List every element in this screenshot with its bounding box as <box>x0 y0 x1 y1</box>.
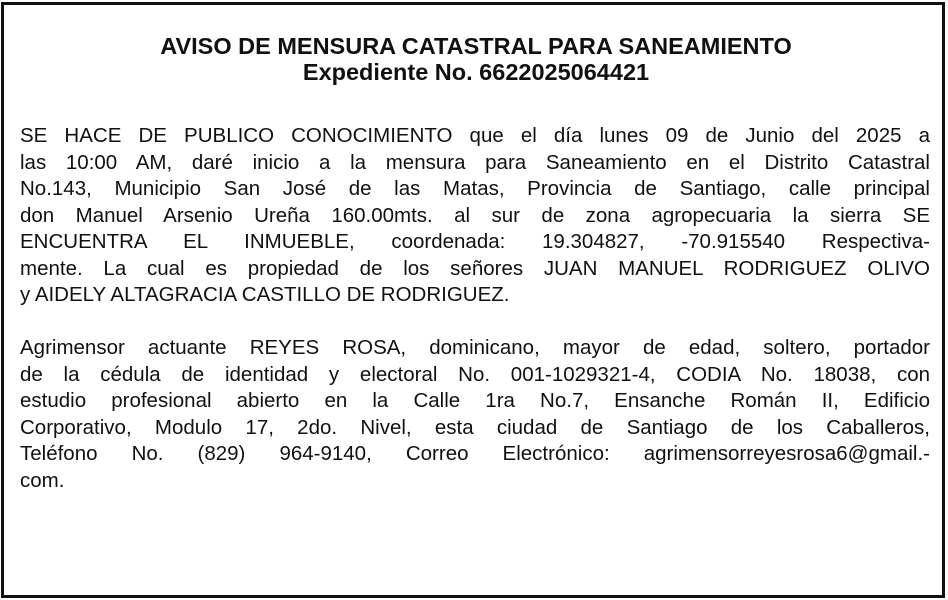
expediente-number: Expediente No. 6622025064421 <box>302 59 650 85</box>
text-line: las 10:00 AM, daré inicio a la mensura para Saneamiento en el Distrito Catastral <box>20 150 930 174</box>
publication-paragraph <box>20 123 930 309</box>
surveyor-paragraph <box>20 335 930 494</box>
notice-frame <box>1 2 945 598</box>
text-line: ENCUENTRA EL INMUEBLE, coordenada: 19.304827, -70.915540 Respectiva- <box>20 230 930 253</box>
text-line: don Manuel Arsenio Ureña 160.00mts. al sur de zona agropecuaria la sierra SE <box>20 203 930 227</box>
text-line: Corporativo, Modulo 17, 2do. Nivel, esta ciudad de Santiago de los Caballeros, <box>20 415 930 439</box>
text-line: mente. La cual es propiedad de los señores JUAN MANUEL RODRIGUEZ OLIVO <box>20 256 930 280</box>
text-line: No.143, Municipio San José de las Matas, Provincia de Santiago, calle principal <box>20 177 930 200</box>
text-line: SE HACE DE PUBLICO CONOCIMIENTO que el día lunes 09 de Junio del 2025 a <box>20 124 930 147</box>
notice-title: AVISO DE MENSURA CATASTRAL PARA SANEAMIENTO <box>160 33 792 59</box>
text-line: com. <box>20 468 65 492</box>
text-line: Agrimensor actuante REYES ROSA, dominicano, mayor de edad, soltero, portador <box>20 336 930 359</box>
text-line: Teléfono No. (829) 964-9140, Correo Electrónico: agrimensorreyesrosa6@gmail.- <box>20 442 930 465</box>
notice-header <box>4 33 948 85</box>
notice-body <box>20 123 930 494</box>
text-line: de la cédula de identidad y electoral No. 001-1029321-4, CODIA No. 18038, con <box>20 362 930 386</box>
text-line: y AIDELY ALTAGRACIA CASTILLO DE RODRIGUEZ. <box>20 283 510 306</box>
text-line: estudio profesional abierto en la Calle 1ra No.7, Ensanche Román II, Edificio <box>20 389 930 412</box>
